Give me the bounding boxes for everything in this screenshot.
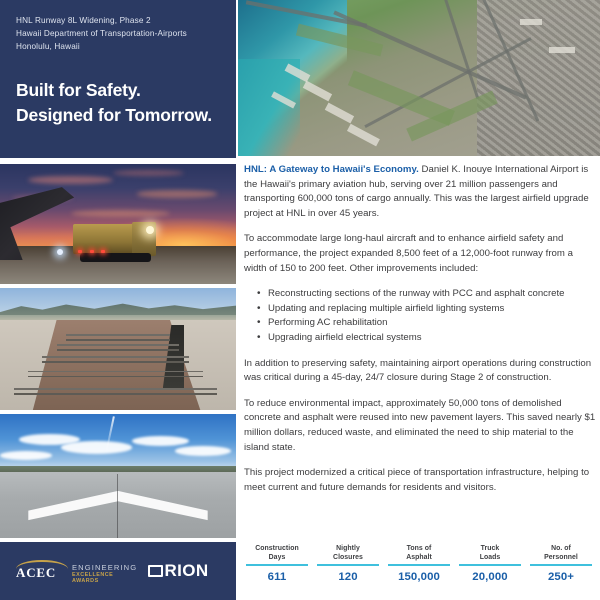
stat-label — [386, 544, 452, 563]
stat-construction-days — [244, 544, 310, 583]
stat-label-line-2: Personnel — [544, 554, 578, 562]
project-location-line: Honolulu, Hawaii — [16, 42, 80, 52]
lead-accent-heading: HNL: A Gateway to Hawaii's Economy. — [244, 164, 419, 175]
headline — [16, 78, 228, 128]
dump-truck-wheels — [80, 253, 151, 263]
stat-value: 120 — [338, 571, 358, 583]
photo-night-construction — [0, 164, 236, 284]
photo-completed-runway — [0, 414, 236, 538]
stat-label-line-2: Closures — [333, 554, 363, 562]
right-column — [238, 0, 600, 600]
stat-label — [244, 544, 310, 563]
stat-truck-loads — [457, 544, 523, 583]
stat-label-line-2: Days — [268, 554, 286, 562]
improvements-list — [244, 287, 596, 345]
list-item: • Updating and replacing multiple airfield lighting systems — [268, 302, 596, 317]
article-body — [244, 163, 596, 506]
stat-value: 611 — [267, 571, 287, 583]
list-item: • Performing AC rehabilitation — [268, 316, 596, 331]
rebar-photo-art — [0, 288, 236, 410]
stat-divider — [246, 564, 308, 566]
left-column — [0, 0, 236, 600]
headline-line-2: Designed for Tomorrow. — [16, 105, 212, 125]
cloud — [61, 441, 132, 453]
project-name-line: HNL Runway 8L Widening, Phase 2 — [16, 16, 151, 25]
project-statistics — [244, 544, 594, 583]
cloud — [137, 190, 217, 197]
stat-label-line-1: Tons of — [406, 545, 432, 552]
photo-runway-subgrade — [0, 288, 236, 410]
orion-wordmark: RION — [164, 561, 209, 580]
paragraph-2: To accommodate large long-haul aircraft and to enhance airfield safety and performance, the project expanded 8,500 feet of a 12,000-foot runway from a width of 150 to 200 feet. Other improvements included: — [244, 233, 573, 274]
paragraph-5: This project modernized a critical piece of transportation infrastructure, helping to meet current and future demands for residents and visitors. — [244, 467, 590, 493]
taillight — [78, 250, 82, 253]
stat-value: 20,000 — [472, 571, 508, 583]
stat-label-line-2: Loads — [479, 554, 501, 562]
stat-label — [315, 544, 381, 563]
building — [549, 47, 574, 53]
stat-nightly-closures — [315, 544, 381, 583]
paragraph-3: In addition to preserving safety, maintaining airport operations during construction was critical during a 45-day, 24/7 closure during Stage 2 of construction. — [244, 357, 592, 384]
stat-label — [457, 544, 523, 563]
centerline-joint — [117, 474, 118, 538]
cloud — [71, 210, 170, 217]
stat-label — [528, 544, 594, 563]
stat-divider — [388, 564, 450, 566]
runway-pavement — [0, 472, 236, 538]
stat-divider — [317, 564, 379, 566]
project-client-line: Hawaii Department of Transportation-Airports — [16, 29, 187, 39]
night-photo-art — [0, 164, 236, 284]
headline-line-1: Built for Safety. — [16, 80, 141, 100]
lead-paragraph — [244, 163, 596, 221]
lead-paragraph-text: Daniel K. Inouye International Airport is the Hawaii's primary aviation hub, serving over 21 million passengers and transporting 600,000 tons of cargo annually. This was the largest airfield upgrade project at HNL in over 45 years. — [244, 164, 589, 219]
list-item: • Upgrading airfield electrical systems — [268, 331, 596, 346]
acec-engineering-text: ENGINEERING — [72, 563, 138, 572]
stat-label-line-1: No. of — [551, 545, 571, 552]
taillight — [90, 250, 94, 253]
title-panel — [0, 0, 236, 158]
paragraph-4: To reduce environmental impact, approximately 50,000 tons of demolished concrete and asphalt were reused into new pavement layers. This saved nearly $1 million dollars, reduced waste, and eliminated the need to ship material to the island state. — [244, 397, 596, 453]
building — [520, 19, 542, 25]
orion-o-glyph-icon — [148, 565, 163, 577]
hero-aerial-photo — [238, 0, 600, 156]
stat-tons-of-asphalt — [386, 544, 452, 583]
stat-divider — [530, 564, 592, 566]
list-item: • Reconstructing sections of the runway with PCC and asphalt concrete — [268, 287, 596, 302]
stat-label-line-1: Nightly — [336, 545, 360, 552]
stat-value: 250+ — [547, 571, 575, 583]
runway-photo-art — [0, 414, 236, 538]
acec-excellence-awards-text: EXCELLENCE AWARDS — [72, 572, 114, 584]
work-light — [57, 249, 63, 255]
stat-label-line-2: Asphalt — [406, 554, 432, 562]
acec-wordmark: ACEC — [16, 565, 57, 580]
cloud — [0, 451, 52, 460]
orion-logo — [148, 561, 209, 581]
stat-divider — [459, 564, 521, 566]
acec-engineering-excellence-awards-logo — [16, 560, 138, 584]
stat-no-of-personnel — [528, 544, 594, 583]
cloud — [113, 170, 184, 176]
stat-label-line-1: Construction — [255, 545, 299, 552]
stat-label-line-1: Truck — [480, 545, 500, 552]
stat-value: 150,000 — [398, 571, 440, 583]
